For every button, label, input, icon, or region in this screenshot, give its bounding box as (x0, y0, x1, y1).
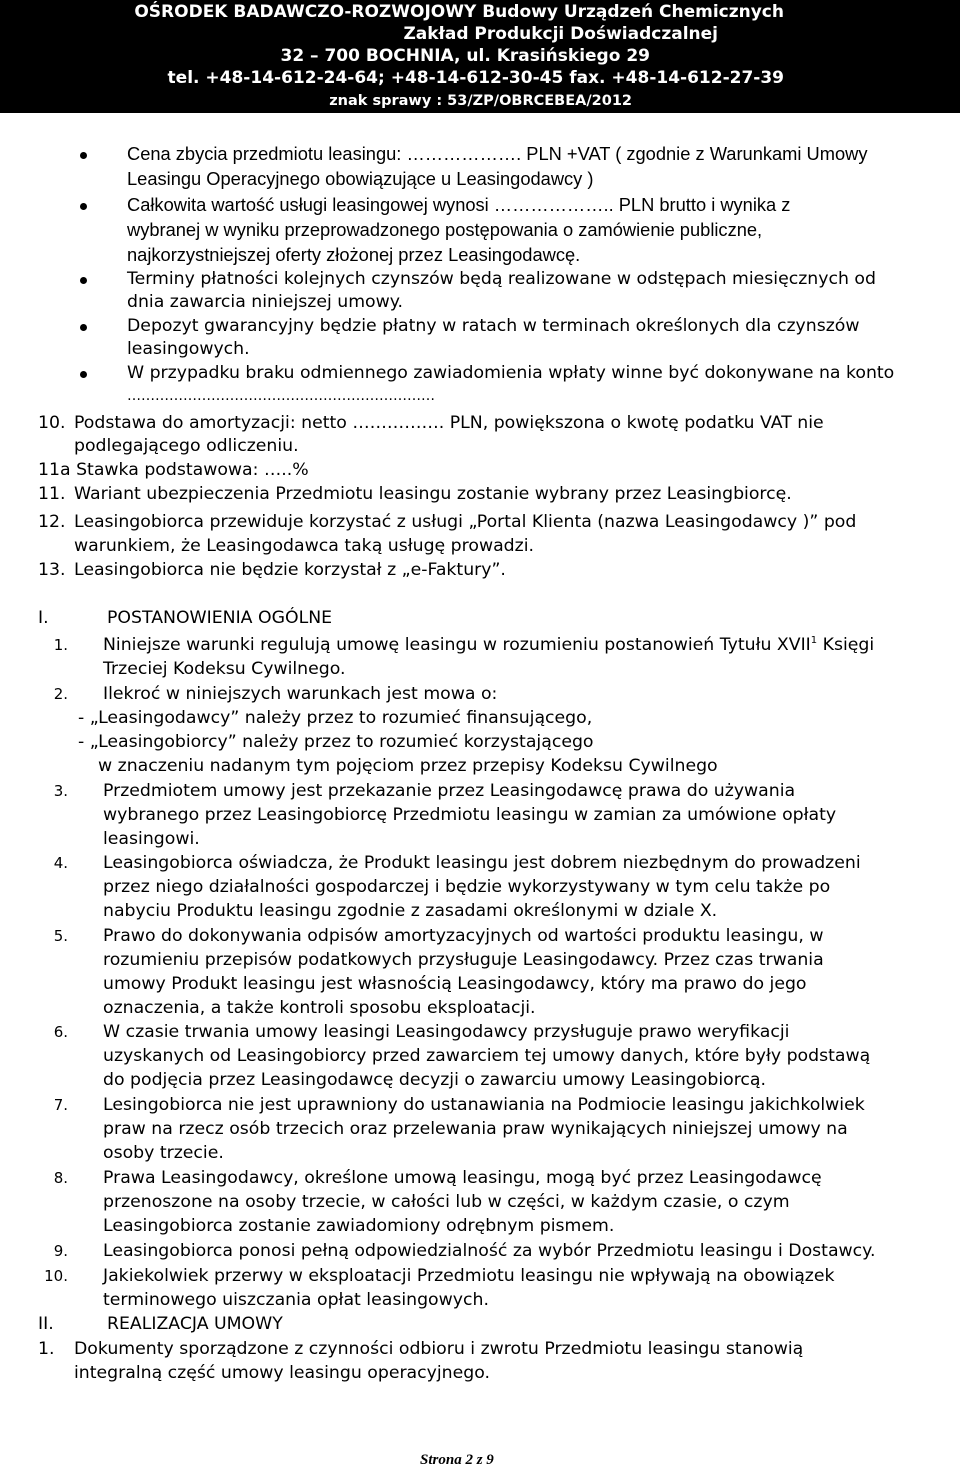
item-text: nabyciu Produktu leasingu zgodnie z zasadami określonymi w dziale X. (103, 901, 718, 921)
page-number: Strona 2 z 9 (420, 1452, 494, 1468)
item-text: Ilekroć w niniejszych warunkach jest mowa o: (103, 684, 498, 704)
header-institute: OŚRODEK BADAWCZO-ROZWOJOWY Budowy Urządzeń Chemicznych (134, 2, 784, 22)
definition-text: - „Leasingodawcy” należy przez to rozumieć finansującego, (78, 708, 593, 728)
bullet-text: najkorzystniejszej oferty złożonej przez Leasingodawcę. (127, 244, 581, 265)
item-number: 8. (53, 1169, 68, 1187)
bullet-text: leasingowych. (127, 339, 250, 359)
bullet-dot (80, 371, 87, 378)
bullet-text: ………………………………………………………… (127, 388, 435, 404)
item-text: Dokumenty sporządzone z czynności odbioru i zwrotu Przedmiotu leasingu stanowią (74, 1339, 804, 1359)
bullet-text: dnia zawarcia niniejszej umowy. (127, 292, 403, 312)
item-number: 9. (53, 1242, 68, 1260)
item-text: do podjęcia przez Leasingodawcę decyzji o zawarciu umowy Leasingobiorcą. (103, 1070, 767, 1090)
bullet-text: Cena zbycia przedmiotu leasingu: ………………. PLN +VAT ( zgodnie z Warunkami Umowy (127, 143, 868, 164)
bullet-dot (80, 203, 87, 210)
item-text: leasingowi. (103, 829, 200, 849)
item-number: 2. (53, 685, 68, 703)
bullet-text: Depozyt gwarancyjny będzie płatny w ratach w terminach określonych dla czynszów (127, 316, 860, 336)
item-text: W czasie trwania umowy leasingi Leasingodawcy przysługuje prawo weryfikacji (103, 1022, 790, 1042)
bullet-dot (80, 324, 87, 331)
definition-text: w znaczeniu nadanym tym pojęciom przez przepisy Kodeksu Cywilnego (98, 756, 718, 776)
item-text: Trzeciej Kodeksu Cywilnego. (103, 659, 346, 679)
item-text: Leasingobiorca nie będzie korzystał z „e-Faktury”. (74, 560, 506, 580)
bullet-dot (80, 152, 87, 159)
item-text: umowy Produkt leasingu jest własnością Leasingodawcy, który ma prawo do jego (103, 974, 807, 994)
document-header (0, 0, 960, 113)
section-number: I. (38, 608, 49, 628)
bullet-text: Całkowita wartość usługi leasingowej wynosi ……………….. PLN brutto i wynika z (127, 194, 791, 215)
item-text: 11a Stawka podstawowa: …..% (38, 460, 309, 480)
item-number: 11. (38, 484, 66, 504)
item-text: praw na rzecz osób trzecich oraz przelewania praw wynikających niniejszej umowy na (103, 1119, 848, 1139)
item-number: 1. (38, 1339, 55, 1359)
item-number: 1. (53, 636, 68, 654)
item-text: Wariant ubezpieczenia Przedmiotu leasingu zostanie wybrany przez Leasingbiorcę. (74, 484, 792, 504)
item-number: 13. (38, 560, 66, 580)
bullet-text: Terminy płatności kolejnych czynszów będą realizowane w odstępach miesięcznych od (127, 269, 876, 289)
section-title: POSTANOWIENIA OGÓLNE (107, 608, 333, 628)
item-text: osoby trzecie. (103, 1143, 224, 1163)
section-title: REALIZACJA UMOWY (107, 1314, 283, 1334)
header-case-number: znak sprawy : 53/ZP/OBRCEBEA/2012 (329, 93, 632, 109)
item-text: Przedmiotem umowy jest przekazanie przez Leasingodawcę prawa do używania (103, 781, 796, 801)
item-number: 10. (44, 1267, 68, 1285)
item-number: 3. (53, 782, 68, 800)
header-contact: tel. +48-14-612-24-64; +48-14-612-30-45 fax. +48-14-612-27-39 (167, 68, 784, 88)
item-text: wybranego przez Leasingobiorcę Przedmiotu leasingu w zamian za umówione opłaty (103, 805, 837, 825)
item-text: integralną część umowy leasingu operacyjnego. (74, 1363, 490, 1383)
item-text: Jakiekolwiek przerwy w eksploatacji Przedmiotu leasingu nie wpływają na obowiązek (103, 1266, 835, 1286)
bullet-dot (80, 277, 87, 284)
item-text: warunkiem, że Leasingodawca taką usługę prowadzi. (74, 536, 535, 556)
item-text: Prawo do dokonywania odpisów amortyzacyjnych od wartości produktu leasingu, w (103, 926, 824, 946)
header-department: Zakład Produkcji Doświadczalnej (403, 24, 718, 44)
item-text: Prawa Leasingodawcy, określone umową leasingu, mogą być przez Leasingodawcę (103, 1168, 822, 1188)
item-text: przenoszone na osoby trzecie, w całości lub w części, w każdym czasie, o czym (103, 1192, 790, 1212)
item-text: Podstawa do amortyzacji: netto ……………. PLN, powiększona o kwotę podatku VAT nie (74, 413, 824, 433)
item-number: 6. (53, 1023, 68, 1041)
bullet-text: W przypadku braku odmiennego zawiadomienia wpłaty winne być dokonywane na konto (127, 363, 895, 383)
item-text: Leasingobiorca zostanie zawiadomiony odrębnym pismem. (103, 1216, 615, 1236)
item-text: przez niego działalności gospodarczej i będzie wykorzystywany w tym celu także po (103, 877, 831, 897)
header-address: 32 – 700 BOCHNIA, ul. Krasińskiego 29 (280, 46, 650, 66)
definition-text: - „Leasingobiorcy” należy przez to rozumieć korzystającego (78, 732, 594, 752)
bullet-text: Leasingu Operacyjnego obowiązujące u Leasingodawcy ) (127, 168, 594, 189)
item-number: 5. (53, 927, 68, 945)
item-number: 10. (38, 413, 66, 433)
item-text: Leasingobiorca przewiduje korzystać z usługi „Portal Klienta (nazwa Leasingodawcy )” pod (74, 512, 857, 532)
item-text: uzyskanych od Leasingobiorcy przed zawarciem tej umowy danych, które były podstawą (103, 1046, 871, 1066)
item-text: Leasingobiorca oświadcza, że Produkt leasingu jest dobrem niezbędnym do prowadzeni (103, 853, 861, 873)
item-text: Niniejsze warunki regulują umowę leasingu w rozumieniu postanowień Tytułu XVII$^1$ Księgi (103, 635, 875, 655)
item-text: oznaczenia, a także kontroli sposobu eksploatacji. (103, 998, 536, 1018)
bullet-text: wybranej w wyniku przeprowadzonego postępowania o zamówienie publiczne, (127, 219, 763, 240)
item-number: 7. (53, 1096, 68, 1114)
footnote-marker: 1 (810, 635, 818, 647)
item-text: rozumieniu przepisów podatkowych przysługuje Leasingodawcy. Przez czas trwania (103, 950, 824, 970)
item-text: Leasingobiorca ponosi pełną odpowiedzialność za wybór Przedmiotu leasingu i Dostawcy. (103, 1241, 876, 1261)
item-text: podlegającego odliczeniu. (74, 436, 299, 456)
item-number: 4. (53, 854, 68, 872)
item-number: 12. (38, 512, 66, 532)
item-text: Lesingobiorca nie jest uprawniony do ustanawiania na Podmiocie leasingu jakichkolwiek (103, 1095, 865, 1115)
item-text: terminowego uiszczania opłat leasingowych. (103, 1290, 489, 1310)
section-number: II. (38, 1314, 54, 1334)
